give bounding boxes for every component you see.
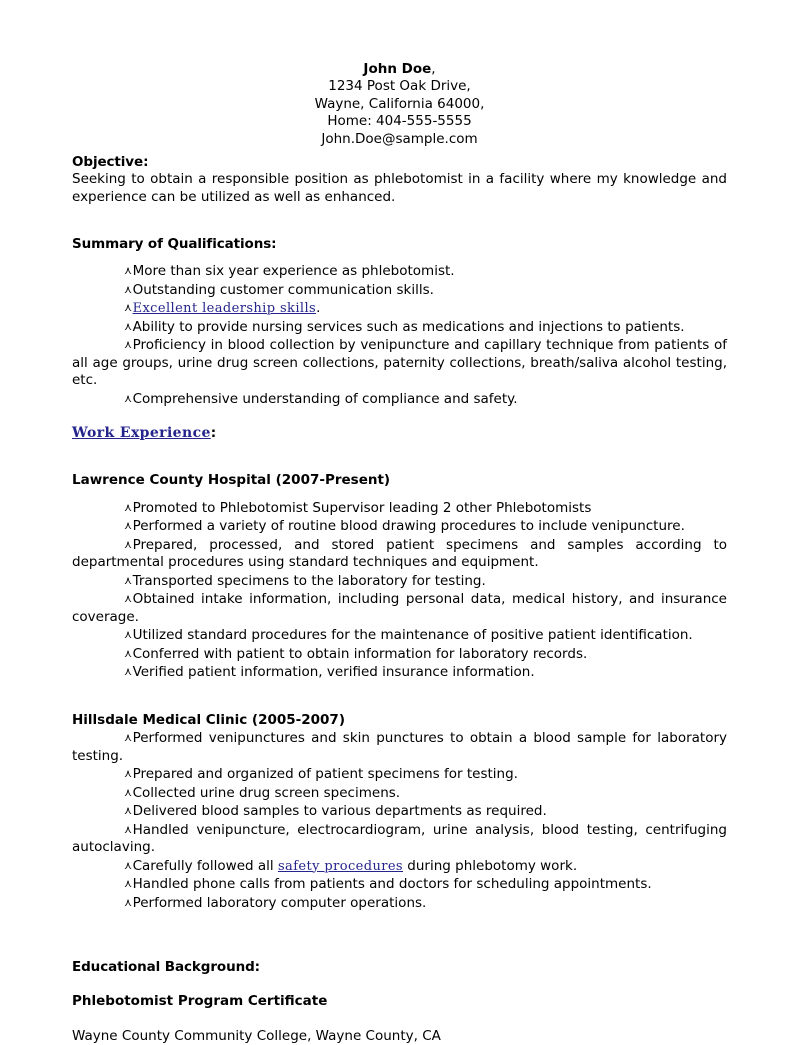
list-item	[72, 336, 727, 390]
work-experience-heading	[72, 425, 727, 442]
list-item	[72, 765, 727, 784]
summary-heading: Summary of Qualifications:	[72, 236, 727, 253]
caret-bullet-icon: ⋏	[124, 301, 133, 314]
job-1-item-1-text: Prepared and organized of patient specimens for testing.	[133, 766, 518, 782]
list-item	[72, 626, 727, 645]
job-1-item-0-text: Performed venipunctures and skin punctures to obtain a blood sample for laboratory testing.	[72, 730, 727, 764]
summary-item-5-text: Comprehensive understanding of compliance and safety.	[133, 391, 518, 407]
job-1-item-2-text: Collected urine drug screen specimens.	[133, 785, 401, 801]
list-item	[72, 517, 727, 536]
list-item	[72, 729, 727, 765]
summary-item-2-text-after: .	[316, 300, 320, 316]
caret-bullet-icon: ⋏	[124, 804, 133, 817]
applicant-name-comma: ,	[431, 61, 435, 77]
work-experience-heading-colon: :	[211, 425, 216, 441]
job-title-1: Hillsdale Medical Clinic (2005-2007)	[72, 712, 727, 730]
job-0-list	[72, 499, 727, 682]
work-experience-link[interactable]: Work Experience	[72, 425, 211, 441]
job-1-list	[72, 729, 727, 912]
applicant-name: John Doe	[363, 61, 431, 77]
job-1-item-4-text: Handled venipuncture, electrocardiogram, urine analysis, blood testing, centrifuging autoclaving.	[72, 822, 727, 856]
caret-bullet-icon: ⋏	[124, 786, 133, 799]
spacer	[72, 912, 727, 942]
phone-number: Home: 404-555-5555	[72, 113, 727, 131]
spacer	[72, 253, 727, 262]
summary-item-4-text: Proficiency in blood collection by venipuncture and capillary technique from patients of all age groups, urine drug screen collections, paternity collections, breath/saliva alcohol testing, etc.	[72, 337, 727, 388]
spacer	[72, 442, 727, 472]
list-item	[72, 390, 727, 409]
caret-bullet-icon: ⋏	[124, 519, 133, 532]
caret-bullet-icon: ⋏	[124, 647, 133, 660]
caret-bullet-icon: ⋏	[124, 877, 133, 890]
list-item	[72, 894, 727, 913]
email-address: John.Doe@sample.com	[72, 131, 727, 149]
spacer	[72, 942, 727, 959]
summary-item-1-text: Outstanding customer communication skills.	[133, 282, 434, 298]
list-item	[72, 281, 727, 300]
list-item	[72, 875, 727, 894]
contact-header	[72, 60, 727, 148]
list-item	[72, 821, 727, 857]
caret-bullet-icon: ⋏	[124, 338, 133, 351]
job-0-item-6-text: Conferred with patient to obtain information for laboratory records.	[133, 646, 588, 662]
address-line-2: Wayne, California 64000,	[72, 96, 727, 114]
list-item	[72, 857, 727, 876]
job-0-item-3-text: Transported specimens to the laboratory for testing.	[133, 573, 486, 589]
caret-bullet-icon: ⋏	[124, 859, 133, 872]
job-1-item-7-text: Performed laboratory computer operations.	[133, 895, 427, 911]
job-title-0: Lawrence County Hospital (2007-Present)	[72, 472, 727, 490]
caret-bullet-icon: ⋏	[124, 501, 133, 514]
caret-bullet-icon: ⋏	[124, 823, 133, 836]
list-item	[72, 802, 727, 821]
list-item	[72, 663, 727, 682]
job-0-item-7-text: Verified patient information, verified insurance information.	[133, 664, 535, 680]
caret-bullet-icon: ⋏	[124, 628, 133, 641]
job-1-item-5-text-after: during phlebotomy work.	[403, 858, 577, 874]
caret-bullet-icon: ⋏	[124, 574, 133, 587]
spacer	[72, 1011, 727, 1028]
caret-bullet-icon: ⋏	[124, 538, 133, 551]
list-item	[72, 499, 727, 518]
education-heading: Educational Background:	[72, 959, 727, 976]
summary-list	[72, 262, 727, 408]
job-0-item-2-text: Prepared, processed, and stored patient specimens and samples according to departmental procedures using standard techniques and equipment.	[72, 537, 727, 571]
job-0-item-4-text: Obtained intake information, including personal data, medical history, and insurance coverage.	[72, 591, 727, 625]
list-item	[72, 590, 727, 626]
summary-item-0-text: More than six year experience as phlebotomist.	[133, 263, 455, 279]
list-item	[72, 299, 727, 318]
objective-text: Seeking to obtain a responsible position as phlebotomist in a facility where my knowledge and experience can be utilized as well as enhanced.	[72, 171, 727, 206]
summary-item-2-link[interactable]: Excellent leadership skills	[133, 301, 317, 316]
address-line-1: 1234 Post Oak Drive,	[72, 78, 727, 96]
caret-bullet-icon: ⋏	[124, 392, 133, 405]
caret-bullet-icon: ⋏	[124, 592, 133, 605]
list-item	[72, 262, 727, 281]
caret-bullet-icon: ⋏	[124, 320, 133, 333]
list-item	[72, 645, 727, 664]
applicant-name-line	[72, 60, 727, 78]
job-0-item-5-text: Utilized standard procedures for the maintenance of positive patient identification.	[133, 627, 693, 643]
job-0-item-0-text: Promoted to Phlebotomist Supervisor leading 2 other Phlebotomists	[133, 500, 592, 516]
list-item	[72, 572, 727, 591]
spacer	[72, 976, 727, 993]
caret-bullet-icon: ⋏	[124, 665, 133, 678]
spacer	[72, 490, 727, 499]
caret-bullet-icon: ⋏	[124, 283, 133, 296]
spacer	[72, 408, 727, 425]
caret-bullet-icon: ⋏	[124, 264, 133, 277]
caret-bullet-icon: ⋏	[124, 896, 133, 909]
job-1-item-5-text-before: Carefully followed all	[133, 858, 278, 874]
job-1-item-5-link[interactable]: safety procedures	[278, 859, 403, 874]
job-0-item-1-text: Performed a variety of routine blood drawing procedures to include venipuncture.	[133, 518, 685, 534]
objective-heading: Objective:	[72, 154, 727, 171]
job-1-item-6-text: Handled phone calls from patients and doctors for scheduling appointments.	[133, 876, 652, 892]
education-certificate: Phlebotomist Program Certificate	[72, 993, 727, 1011]
spacer	[72, 682, 727, 712]
list-item	[72, 784, 727, 803]
list-item	[72, 318, 727, 337]
spacer	[72, 206, 727, 236]
education-institution: Wayne County Community College, Wayne County, CA	[72, 1028, 727, 1045]
job-1-item-3-text: Delivered blood samples to various departments as required.	[133, 803, 547, 819]
caret-bullet-icon: ⋏	[124, 767, 133, 780]
list-item	[72, 536, 727, 572]
summary-item-3-text: Ability to provide nursing services such as medications and injections to patients.	[133, 319, 685, 335]
caret-bullet-icon: ⋏	[124, 731, 133, 744]
